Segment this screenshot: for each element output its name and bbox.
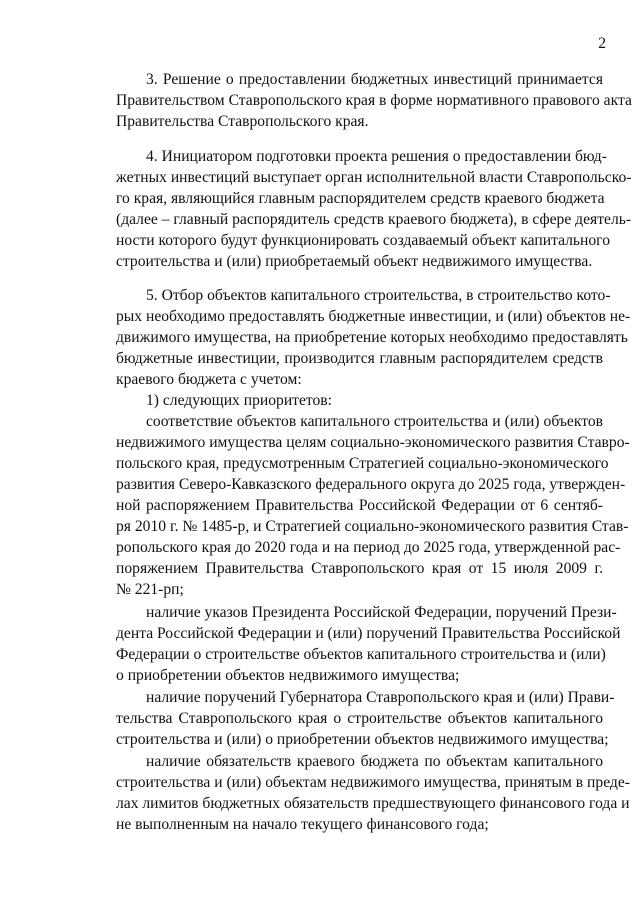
text-line: краевого бюджета с учетом: — [116, 371, 302, 388]
text-line: ности которого будут функционировать создаваемый объект капитального — [116, 232, 610, 249]
text-line: 1) следующих приоритетов: — [146, 392, 332, 409]
text-line: дента Российской Федерации и (или) поручений Правительства Российской — [116, 625, 621, 642]
text-line: недвижимого имущества целям социально-экономического развития Ставро- — [116, 434, 630, 451]
text-line: поряжением Правительства Ставропольского края от 15 июля 2009 г. — [116, 560, 603, 577]
text-line: Правительством Ставропольского края в форме нормативного правового акта — [116, 92, 632, 109]
text-line: строительства и (или) приобретаемый объект недвижимого имущества. — [116, 253, 593, 270]
text-line: Федерации о строительстве объектов капитального строительства и (или) — [116, 646, 606, 663]
text-line: наличие обязательств краевого бюджета по объектам капитального — [146, 753, 603, 770]
text-line: рых необходимо предоставлять бюджетные инвестиции, и (или) объектов не- — [116, 308, 631, 325]
text-line: тельства Ставропольского края о строительстве объектов капитального — [116, 710, 603, 727]
text-line: бюджетные инвестиции, производится главным распорядителем средств — [116, 350, 603, 367]
text-line: ной распоряжением Правительства Российской Федерации от 6 сентяб- — [116, 497, 603, 514]
text-line: № 221-рп; — [116, 581, 184, 598]
text-line: ропольского края до 2020 года и на период до 2025 года, утвержденной рас- — [116, 539, 621, 556]
text-line: движимого имущества, на приобретение которых необходимо предоставлять — [116, 329, 628, 346]
page-number: 2 — [598, 35, 606, 52]
text-line: соответствие объектов капитального строительства и (или) объектов — [146, 413, 603, 430]
text-line: го края, являющийся главным распорядителем средств краевого бюджета — [116, 190, 605, 207]
text-line: 4. Инициатором подготовки проекта решения о предоставлении бюд- — [146, 148, 607, 165]
text-line: о приобретении объектов недвижимого имущества; — [116, 667, 460, 684]
text-line: ря 2010 г. № 1485-р, и Стратегией социально-экономического развития Став- — [116, 518, 629, 535]
text-line: (далее – главный распорядитель средств краевого бюджета), в сфере деятель- — [116, 211, 632, 228]
text-line: жетных инвестиций выступает орган исполнительной власти Ставропольско- — [116, 169, 632, 186]
text-line: наличие указов Президента Российской Федерации, поручений Прези- — [146, 604, 617, 621]
text-line: польского края, предусмотренным Стратегией социально-экономического — [116, 455, 609, 472]
text-line: развития Северо-Кавказского федерального округа до 2025 года, утвержден- — [116, 476, 626, 493]
text-line: Правительства Ставропольского края. — [116, 113, 369, 130]
text-line: строительства и (или) объектам недвижимого имущества, принятым в преде- — [116, 774, 630, 791]
text-line: 5. Отбор объектов капитального строительства, в строительство кото- — [146, 287, 611, 304]
text-line: строительства и (или) о приобретении объектов недвижимого имущества; — [116, 731, 609, 748]
text-line: не выполненным на начало текущего финансового года; — [116, 816, 489, 833]
text-line: 3. Решение о предоставлении бюджетных инвестиций принимается — [146, 71, 603, 88]
text-line: лах лимитов бюджетных обязательств предшествующего финансового года и — [116, 795, 630, 812]
text-line: наличие поручений Губернатора Ставропольского края и (или) Прави- — [146, 689, 615, 706]
